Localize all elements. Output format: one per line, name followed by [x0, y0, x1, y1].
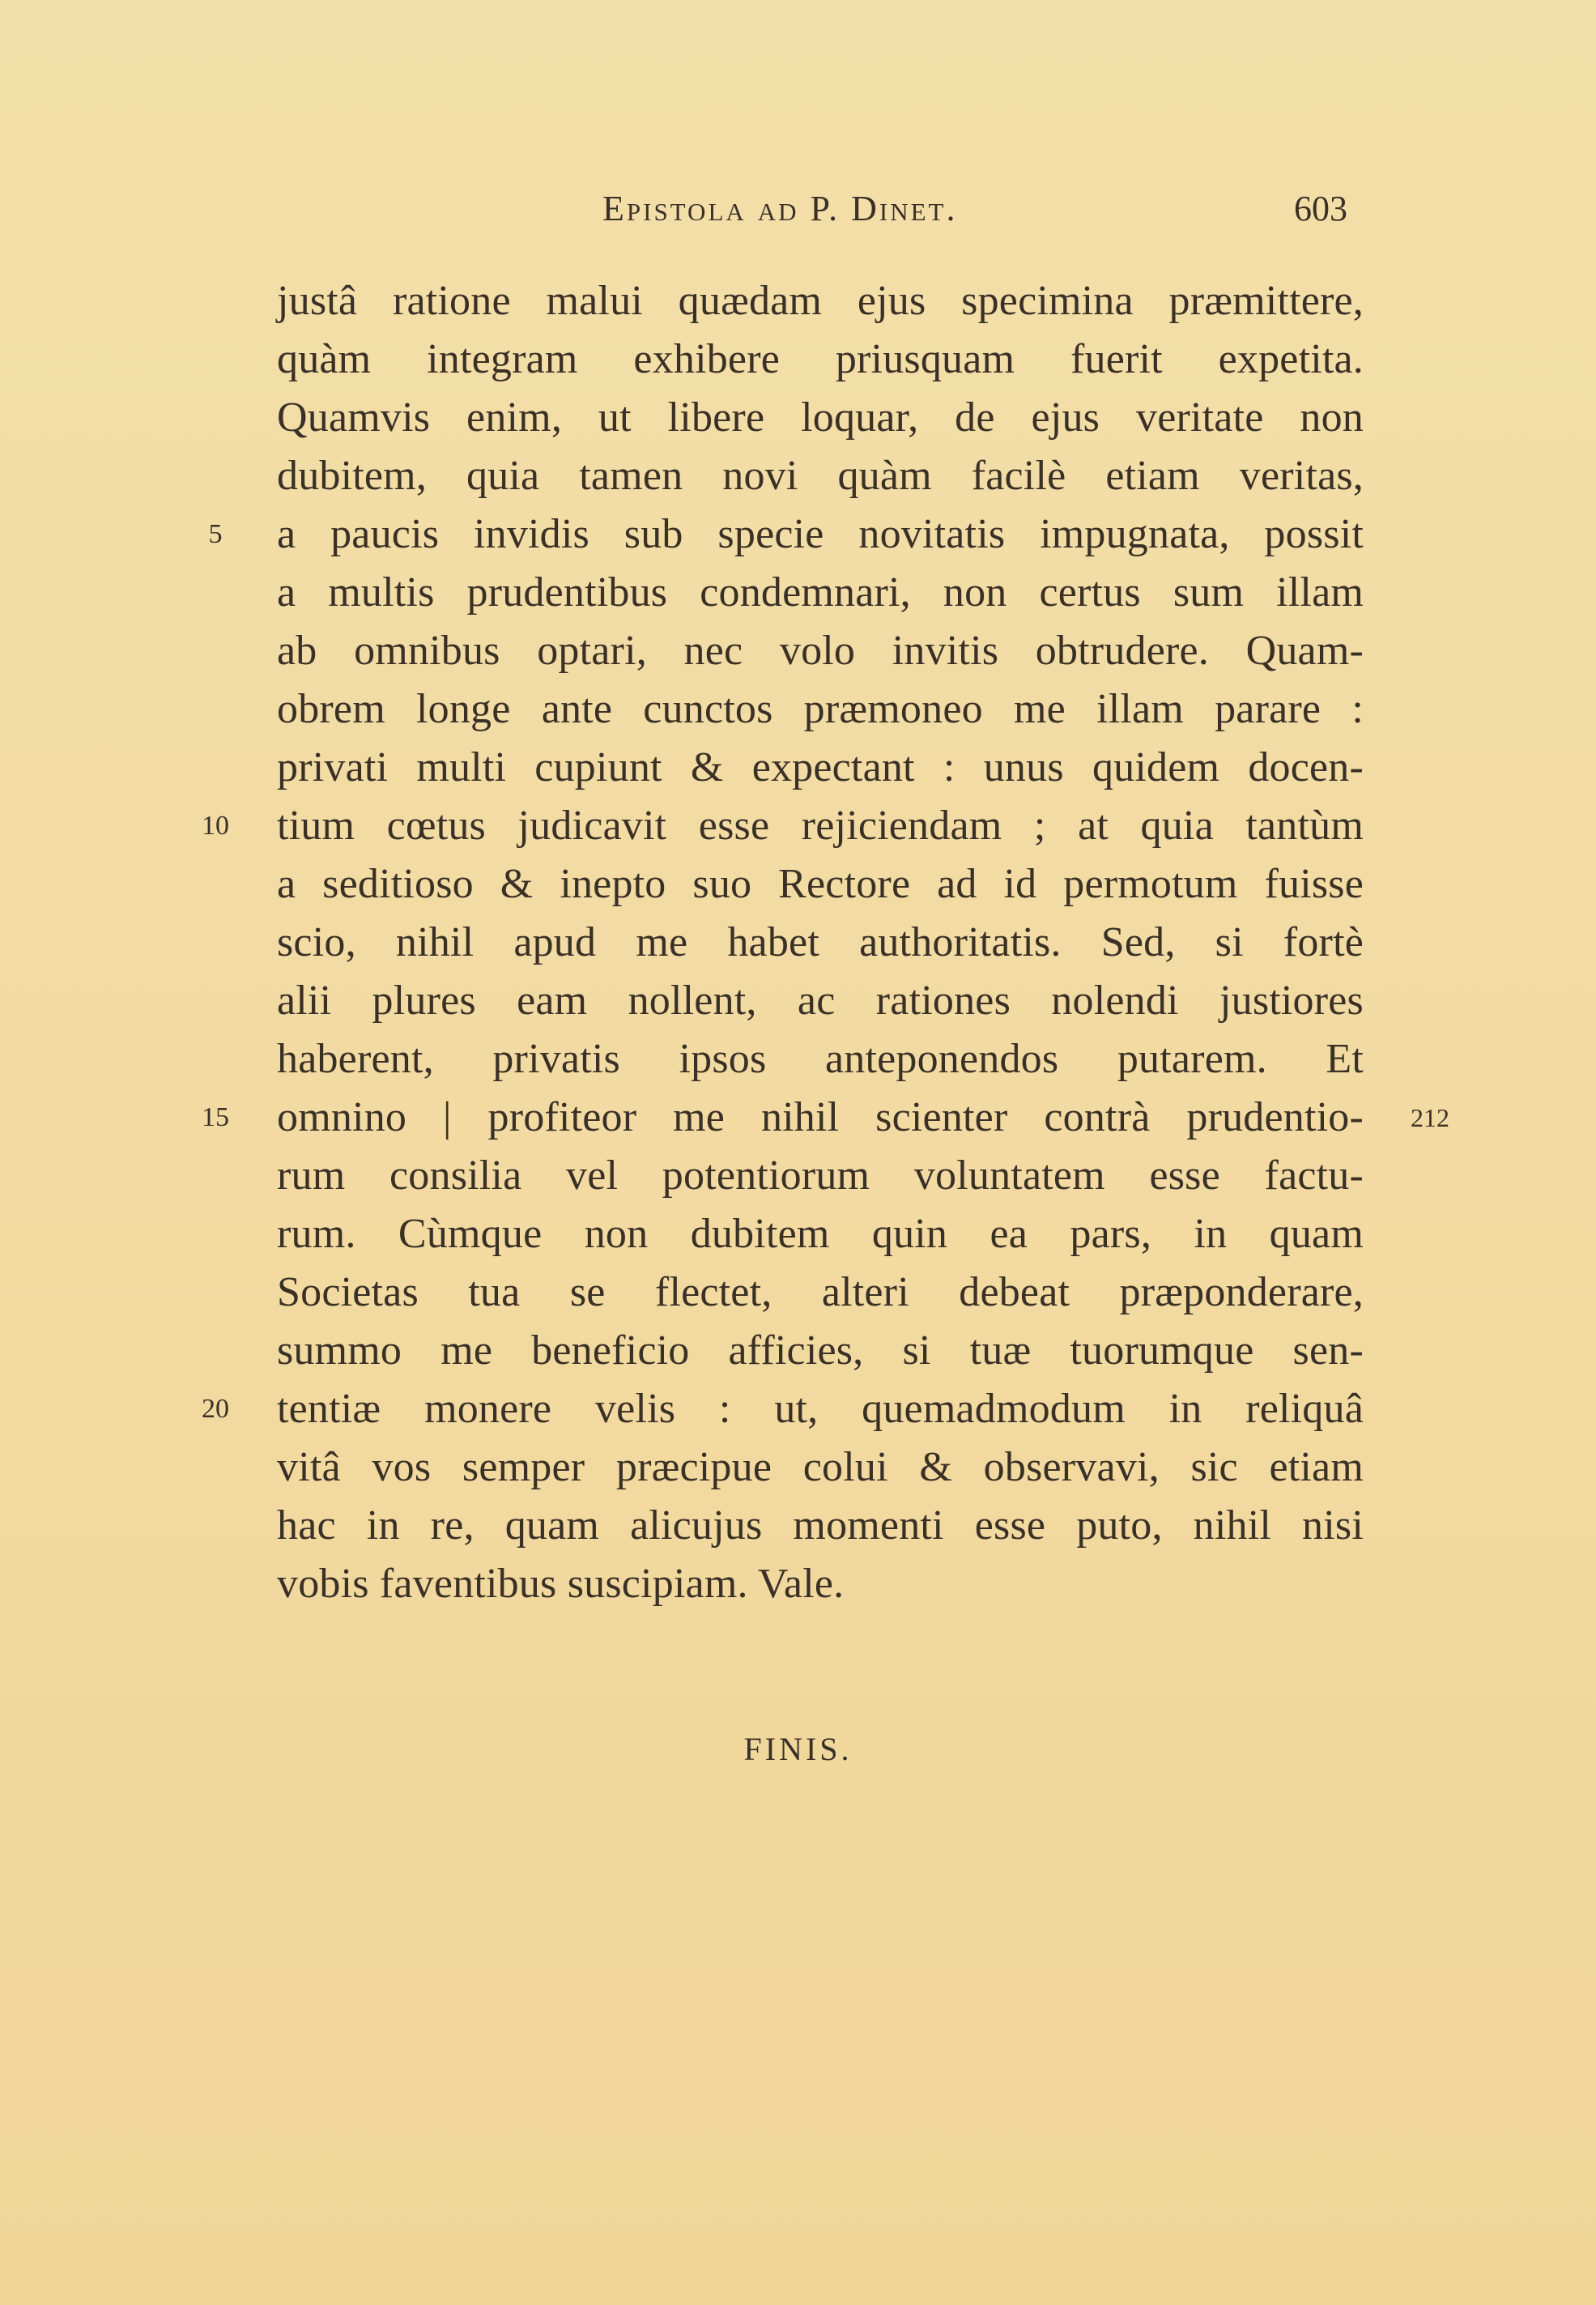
text-line: rum. Cùmque non dubitem quin ea pars, in quam	[277, 1211, 1364, 1257]
text-line: dubitem, quia tamen novi quàm facilè etiam veritas,	[277, 453, 1364, 499]
text-line: a paucis invidis sub specie novitatis impugnata, possit	[277, 511, 1364, 557]
line-number-5: 5	[208, 519, 223, 549]
running-title: Epistola ad P. Dinet.	[602, 189, 958, 228]
line-number-10: 10	[202, 811, 229, 841]
text-line: quàm integram exhibere priusquam fuerit expetita.	[277, 336, 1364, 382]
text-line: a multis prudentibus condemnari, non certus sum illam	[277, 569, 1364, 616]
text-line: haberent, privatis ipsos anteponendos putarem. Et	[277, 1036, 1364, 1082]
text-line: Societas tua se flectet, alteri debeat præponderare,	[277, 1269, 1364, 1315]
text-line: obrem longe ante cunctos præmoneo me illam parare :	[277, 686, 1364, 732]
page-number: 603	[1294, 189, 1347, 228]
text-line: a seditioso & inepto suo Rectore ad id permotum fuisse	[277, 861, 1364, 907]
text-line: omnino | profiteor me nihil scienter contrà prudentio-	[277, 1094, 1364, 1140]
text-line: tentiæ monere velis : ut, quemadmodum in reliquâ	[277, 1386, 1364, 1432]
text-line: vobis faventibus suscipiam. Vale.	[277, 1561, 845, 1607]
text-line: tium cœtus judicavit esse rejiciendam ; at quia tantùm	[277, 803, 1364, 849]
body-text	[277, 272, 1364, 1613]
text-line: alii plures eam nollent, ac rationes nolendi justiores	[277, 978, 1364, 1024]
running-head	[0, 188, 1596, 236]
finis-label: FINIS.	[743, 1731, 853, 1767]
text-line: summo me beneficio afficies, si tuæ tuorumque sen-	[277, 1327, 1364, 1374]
margin-reference: 212	[1411, 1103, 1449, 1132]
text-line: vitâ vos semper præcipue colui & observavi, sic etiam	[277, 1444, 1364, 1490]
text-line: hac in re, quam alicujus momenti esse puto, nihil nisi	[277, 1502, 1364, 1549]
text-line: ab omnibus optari, nec volo invitis obtrudere. Quam-	[277, 628, 1364, 674]
text-line: Quamvis enim, ut libere loquar, de ejus veritate non	[277, 394, 1364, 441]
text-line: scio, nihil apud me habet authoritatis. Sed, si fortè	[277, 919, 1364, 965]
text-line: justâ ratione malui quædam ejus specimina præmittere,	[277, 278, 1364, 324]
text-line: privati multi cupiunt & expectant : unus quidem docen-	[277, 744, 1364, 790]
line-number-15: 15	[202, 1102, 229, 1132]
text-line: rum consilia vel potentiorum voluntatem esse factu-	[277, 1152, 1364, 1199]
line-number-20: 20	[202, 1394, 229, 1424]
